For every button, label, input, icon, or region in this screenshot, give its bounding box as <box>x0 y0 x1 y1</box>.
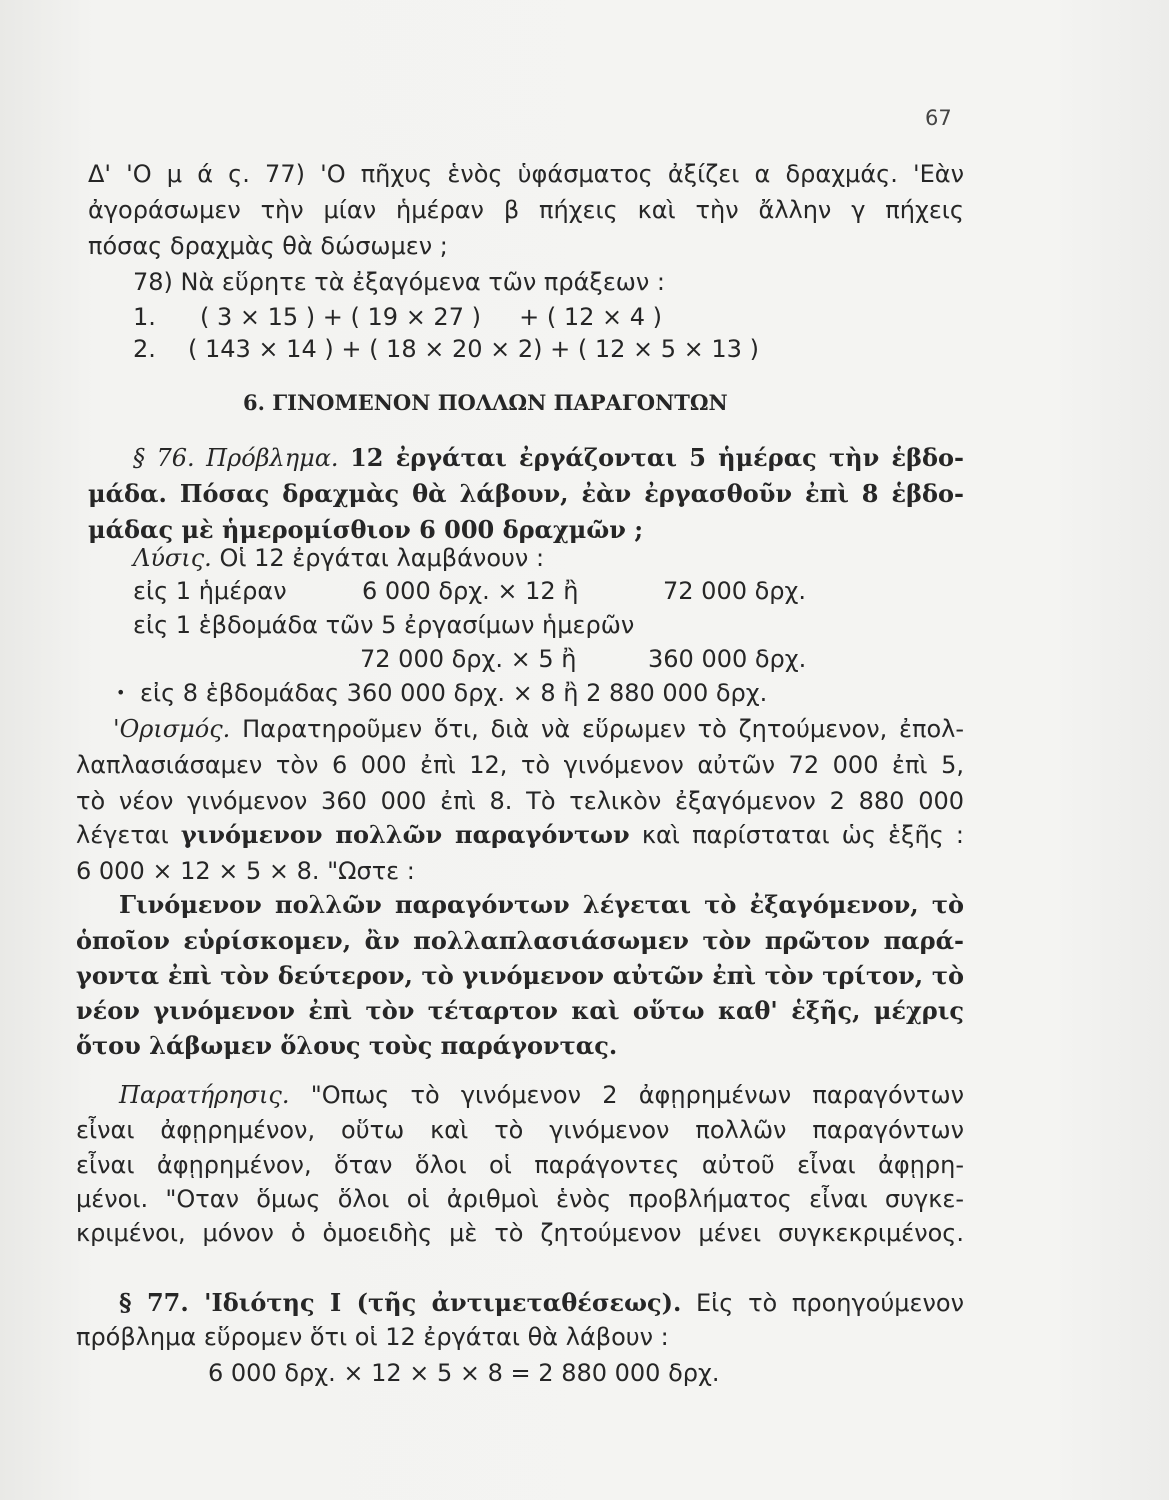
solution-row-1-label: εἰς 1 ἡμέραν <box>133 577 287 605</box>
property-equation: 6 000 δρχ. × 12 × 5 × 8 = 2 880 000 δρχ. <box>208 1359 720 1387</box>
remark-line-3: εἶναι ἀφῃρημένον, ὅταν ὅλοι οἱ παράγοντες αὐτοῦ εἶναι ἀφῃρη- <box>76 1151 964 1179</box>
definition-line-1: 'Ορισμός. Παρατηροῦμεν ὅτι, διὰ νὰ εὕρωμεν τὸ ζητούμενον, ἐπολ- <box>113 715 964 743</box>
bullet-mark: • <box>116 683 126 702</box>
exercise-78-item-2-expression: ( 143 × 14 ) + ( 18 × 20 × 2) + ( 12 × 5 × 13 ) <box>188 335 759 363</box>
definition-line-4: λέγεται γινόμενον πολλῶν παραγόντων καὶ παρίσταται ὡς ἑξῆς : <box>76 820 964 849</box>
solution-row-2-label: εἰς 1 ἑβδομάδα τῶν 5 ἐργασίμων ἡμερῶν <box>133 611 635 639</box>
exercise-77-line-3: πόσας δραχμὰς θὰ δώσωμεν ; <box>88 232 448 260</box>
rule-line-5: ὅτου λάβωμεν ὅλους τοὺς παράγοντας. <box>76 1031 618 1060</box>
solution-row-2-result: 360 000 δρχ. <box>648 645 807 673</box>
problem-label: § 76. Πρόβλημα. <box>133 444 339 472</box>
rule-line-4: νέον γινόμενον ἐπὶ τὸν τέταρτον καὶ οὕτω καθ' ἑξῆς, μέχρις <box>76 996 964 1025</box>
property-label: § 77. 'Ιδιότης Ι (τῆς ἀντιμεταθέσεως). <box>119 1288 682 1317</box>
remark-line-4: μένοι. "Οταν ὅμως ὅλοι οἱ ἀριθμοὶ ἑνὸς προβλήματος εἶναι συγκε- <box>76 1185 964 1213</box>
remark-line-1: Παρατήρησις. "Οπως τὸ γινόμενον 2 ἀφῃρημένων παραγόντων <box>119 1081 964 1109</box>
property-line-2: πρόβλημα εὕρομεν ὅτι οἱ 12 ἐργάται θὰ λάβουν : <box>76 1323 669 1351</box>
solution-intro-line: Λύσις. Οἱ 12 ἐργάται λαμβάνουν : <box>133 544 545 572</box>
solution-row-3: εἰς 8 ἑβδομάδας 360 000 δρχ. × 8 ἢ 2 880 000 δρχ. <box>140 679 768 707</box>
rule-line-3: γοντα ἐπὶ τὸν δεύτερον, τὸ γινόμενον αὐτῶν ἐπὶ τὸν τρίτον, τὸ <box>76 961 964 990</box>
exercise-77-line-2: ἀγοράσωμεν τὴν μίαν ἡμέραν β πήχεις καὶ τὴν ἄλλην γ πήχεις <box>88 196 964 224</box>
exercise-78-item-1-number: 1. <box>133 303 156 331</box>
remark-line-5: κριμένοι, μόνον ὁ ὁμοειδὴς μὲ τὸ ζητούμενον μένει συγκεκριμένος. <box>76 1219 964 1247</box>
remark-label: Παρατήρησις. <box>119 1081 290 1109</box>
rule-line-1: Γινόμενον πολλῶν παραγόντων λέγεται τὸ ἐξαγόμενον, τὸ <box>119 890 964 919</box>
solution-row-2-calc: 72 000 δρχ. × 5 ἢ <box>360 645 577 673</box>
definition-line-2: λαπλασιάσαμεν τὸν 6 000 ἐπὶ 12, τὸ γινόμενον αὐτῶν 72 000 ἐπὶ 5, <box>76 751 964 779</box>
definition-line-3: τὸ νέον γινόμενον 360 000 ἐπὶ 8. Τὸ τελικὸν ἐξαγόμενον 2 880 000 <box>76 787 964 815</box>
rule-line-2: ὁποῖον εὑρίσκομεν, ἂν πολλαπλασιάσωμεν τὸν πρῶτον παρά- <box>76 926 964 955</box>
solution-label: Λύσις. <box>133 544 212 572</box>
remark-line-2: εἶναι ἀφῃρημένον, οὕτω καὶ τὸ γινόμενον πολλῶν παραγόντων <box>76 1116 964 1144</box>
definition-line-5: 6 000 × 12 × 5 × 8. "Ωστε : <box>76 857 415 885</box>
problem-line-3: μάδας μὲ ἡμερομίσθιον 6 000 δραχμῶν ; <box>88 515 644 544</box>
problem-line-1: § 76. Πρόβλημα. 12 ἐργάται ἐργάζονται 5 ἡμέρας τὴν ἑβδο- <box>133 443 965 472</box>
property-line-1: § 77. 'Ιδιότης Ι (τῆς ἀντιμεταθέσεως). Εἰς τὸ προηγούμενον <box>119 1288 964 1317</box>
solution-row-1-calc: 6 000 δρχ. × 12 ἢ <box>362 577 579 605</box>
problem-line-2: μάδα. Πόσας δραχμὰς θὰ λάβουν, ἐὰν ἐργασθοῦν ἐπὶ 8 ἑβδο- <box>88 479 964 508</box>
exercise-78-intro: 78) Νὰ εὕρητε τὰ ἐξαγόμενα τῶν πράξεων : <box>133 268 666 296</box>
definition-label: 'Ορισμός. <box>113 715 231 743</box>
exercise-78-item-2-number: 2. <box>133 335 156 363</box>
solution-row-1-result: 72 000 δρχ. <box>663 577 807 605</box>
exercise-78-item-1-expression: ( 3 × 15 ) + ( 19 × 27 ) + ( 12 × 4 ) <box>200 303 662 331</box>
section-title: 6. ΓΙΝΟΜΕΝΟΝ ΠΟΛΛΩΝ ΠΑΡΑΓΟΝΤΩΝ <box>243 390 728 415</box>
exercise-77-line-1: Δ' 'Ο μ ά ς. 77) 'Ο πῆχυς ἑνὸς ὑφάσματος ἀξίζει α δραχμάς. 'Εὰν <box>88 160 964 188</box>
page-number: 67 <box>925 106 952 130</box>
